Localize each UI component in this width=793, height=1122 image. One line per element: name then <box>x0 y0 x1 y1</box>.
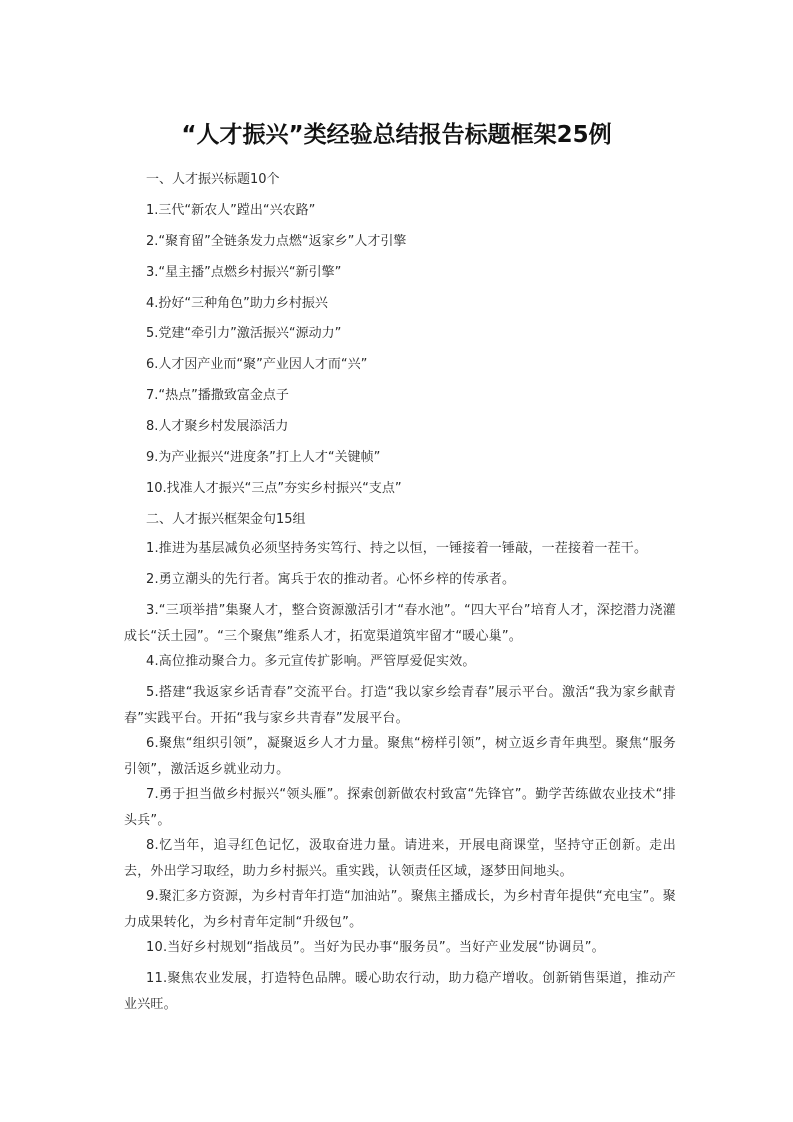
phrase-item: 9.聚汇多方资源，为乡村青年打造“加油站”。聚焦主播成长，为乡村青年提供“充电宝”。聚力成果转化，为乡村青年定制“升级包”。 <box>124 889 676 930</box>
phrase-item: 2.勇立潮头的先行者。寓兵于农的推动者。心怀乡梓的传承者。 <box>146 572 516 587</box>
phrase-item: 4.高位推动聚合力。多元宣传扩影响。严管厚爱促实效。 <box>146 654 476 669</box>
list-item: 6.人才因产业而“聚”产业因人才而“兴” <box>146 357 368 372</box>
list-item: 2.“聚育留”全链条发力点燃“返家乡”人才引擎 <box>146 234 407 249</box>
list-item: 9.为产业振兴“进度条”打上人才“关键帧” <box>146 450 381 465</box>
list-item: 1.三代“新农人”蹚出“兴农路” <box>146 203 316 218</box>
section-heading-titles: 一、人才振兴标题10个 <box>146 172 280 187</box>
list-item: 7.“热点”播撒致富金点子 <box>146 388 289 403</box>
phrase-item: 7.勇于担当做乡村振兴“领头雁”。探索创新做农村致富“先锋官”。勤学苦练做农业技术“排头兵”。 <box>124 787 676 828</box>
list-item: 8.人才聚乡村发展添活力 <box>146 419 289 434</box>
list-item: 10.找准人才振兴“三点”夯实乡村振兴“支点” <box>146 481 402 496</box>
section-heading-phrases: 二、人才振兴框架金句15组 <box>146 512 306 527</box>
phrase-item: 5.搭建“我返家乡话青春”交流平台。打造“我以家乡绘青春”展示平台。激活“我为家乡献青春”实践平台。开拓“我与家乡共青春”发展平台。 <box>124 685 676 726</box>
phrase-item: 8.忆当年，追寻红色记忆，汲取奋进力量。请进来，开展电商课堂，坚持守正创新。走出去，外出学习取经，助力乡村振兴。重实践，认领责任区域，逐梦田间地头。 <box>124 838 676 879</box>
document-title: “人才振兴”类经验总结报告标题框架25例 <box>181 122 612 148</box>
phrase-item: 10.当好乡村规划“指战员”。当好为民办事“服务员”。当好产业发展“协调员”。 <box>146 940 605 955</box>
phrase-item: 11.聚焦农业发展，打造特色品牌。暖心助农行动，助力稳产增收。创新销售渠道，推动产业兴旺。 <box>124 971 676 1012</box>
phrase-item: 1.推进为基层减负必须坚持务实笃行、持之以恒，一锤接着一锤敲，一茬接着一茬干。 <box>146 541 648 556</box>
list-item: 5.党建“牵引力”激活振兴“源动力” <box>146 326 342 341</box>
phrase-item: 3.“三项举措”集聚人才，整合资源激活引才“春水池”。“四大平台”培育人才，深挖潜力浇灌成长“沃土园”。“三个聚焦”维系人才，拓宽渠道筑牢留才“暖心巢”。 <box>124 603 676 644</box>
list-item: 3.“星主播”点燃乡村振兴“新引擎” <box>146 265 342 280</box>
list-item: 4.扮好“三种角色”助力乡村振兴 <box>146 296 328 311</box>
phrase-item: 6.聚焦“组织引领”，凝聚返乡人才力量。聚焦“榜样引领”，树立返乡青年典型。聚焦“服务引领”，激活返乡就业动力。 <box>124 736 676 777</box>
